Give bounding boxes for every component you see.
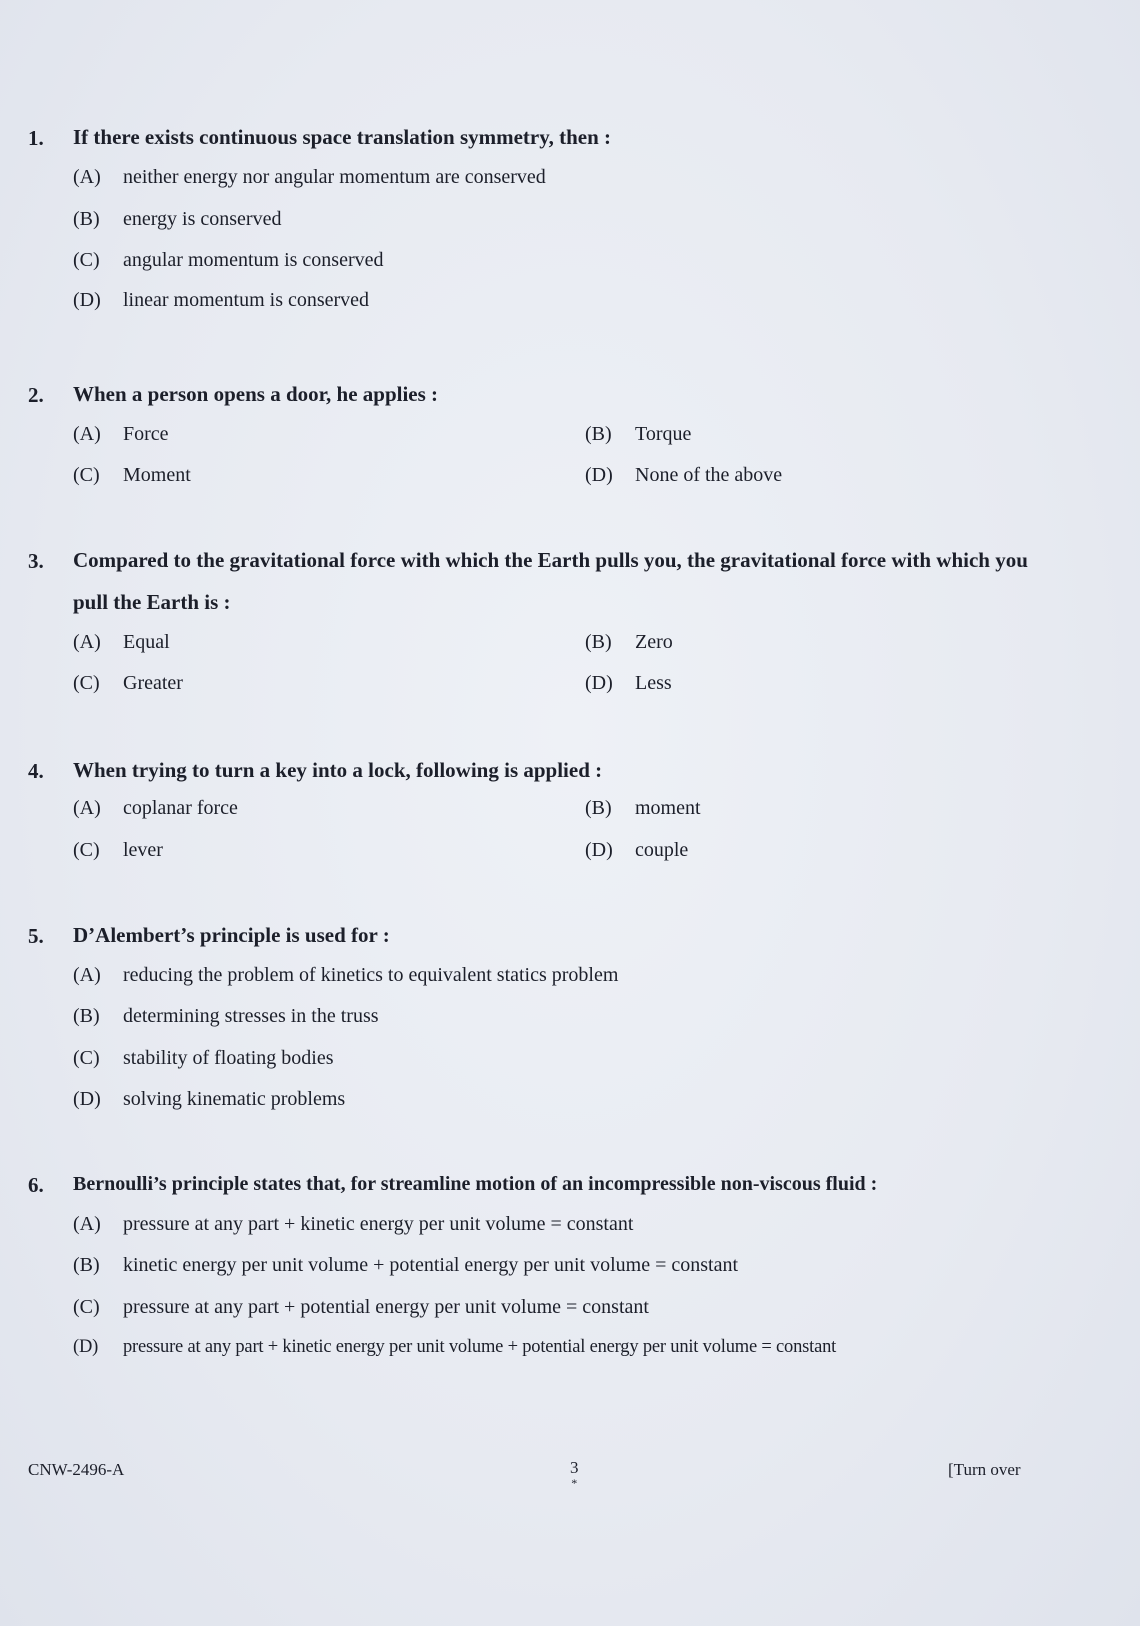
option-d (73, 1337, 836, 1358)
option-c (73, 249, 384, 272)
option-text: Torque (635, 423, 692, 445)
option-text: neither energy nor angular momentum are conserved (123, 166, 546, 188)
question-number: 1. (28, 126, 44, 150)
option-text: pressure at any part + kinetic energy per unit volume + potential energy per unit volume = constant (123, 1337, 837, 1357)
question-number: 4. (28, 759, 44, 783)
option-c (73, 464, 191, 487)
option-text: Force (123, 423, 169, 445)
option-label: (A) (73, 1213, 101, 1235)
question-number: 2. (28, 383, 44, 407)
option-b (73, 1005, 379, 1028)
option-b (73, 1254, 738, 1277)
option-c (73, 839, 163, 862)
option-label: (B) (73, 208, 100, 230)
option-label: (C) (73, 464, 100, 486)
option-d (73, 289, 369, 312)
option-a (73, 1213, 633, 1236)
option-text: Less (635, 672, 672, 694)
option-label: (D) (73, 1088, 101, 1110)
option-d (585, 839, 688, 862)
option-label: (B) (585, 423, 612, 445)
option-text: None of the above (635, 464, 783, 486)
option-label: (C) (73, 839, 100, 861)
question-text: When a person opens a door, he applies : (73, 382, 439, 406)
option-a (73, 797, 238, 820)
question-number: 5. (28, 924, 44, 948)
question-text: If there exists continuous space translation symmetry, then : (73, 125, 612, 149)
option-a (73, 166, 546, 189)
option-a (73, 631, 170, 654)
option-label: (D) (585, 672, 613, 694)
option-text: energy is conserved (123, 208, 282, 230)
option-a (73, 423, 169, 446)
option-text: angular momentum is conserved (123, 249, 384, 271)
option-text: kinetic energy per unit volume + potential energy per unit volume = constant (123, 1254, 738, 1276)
option-c (73, 672, 183, 695)
option-label: (C) (73, 672, 100, 694)
option-label: (B) (585, 797, 612, 819)
option-text: reducing the problem of kinetics to equivalent statics problem (123, 964, 619, 986)
question-number: 6. (28, 1173, 44, 1197)
paper-code: CNW-2496-A (28, 1460, 125, 1479)
option-text: pressure at any part + potential energy per unit volume = constant (123, 1296, 649, 1318)
option-label: (B) (73, 1005, 100, 1027)
option-text: moment (635, 797, 701, 819)
option-label: (C) (73, 1047, 100, 1069)
option-label: (A) (73, 797, 101, 819)
option-label: (C) (73, 249, 100, 271)
option-c (73, 1296, 649, 1319)
question-text: D’Alembert’s principle is used for : (73, 923, 390, 947)
option-text: Equal (123, 631, 170, 653)
option-label: (D) (585, 839, 613, 861)
option-label: (C) (73, 1296, 100, 1318)
option-text: pressure at any part + kinetic energy per unit volume = constant (123, 1213, 634, 1235)
question-text: Bernoulli’s principle states that, for streamline motion of an incompressible non-viscous fluid : (73, 1173, 878, 1195)
option-b (73, 208, 281, 231)
option-text: coplanar force (123, 797, 238, 819)
option-text: linear momentum is conserved (123, 289, 370, 311)
option-d (585, 672, 672, 695)
option-d (73, 1088, 345, 1111)
option-text: Moment (123, 464, 191, 486)
question-number: 3. (28, 549, 44, 573)
option-label: (B) (585, 631, 612, 653)
option-text: stability of floating bodies (123, 1047, 334, 1069)
option-b (585, 631, 673, 654)
option-text: Greater (123, 672, 183, 694)
option-d (585, 464, 782, 487)
option-label: (A) (73, 166, 101, 188)
option-label: (D) (73, 1337, 99, 1357)
option-label: (A) (73, 423, 101, 445)
option-text: Zero (635, 631, 673, 653)
page-number: 3 (570, 1458, 579, 1477)
option-c (73, 1047, 334, 1070)
option-label: (A) (73, 631, 101, 653)
option-text: couple (635, 839, 689, 861)
option-a (73, 964, 618, 987)
page-mark: * (571, 1476, 578, 1490)
question-text: Compared to the gravitational force with which the Earth pulls you, the gravitational force with which you pull the Earth is : (73, 548, 1028, 614)
question-text: When trying to turn a key into a lock, following is applied : (73, 758, 603, 782)
option-b (585, 797, 701, 820)
option-label: (B) (73, 1254, 100, 1276)
option-text: lever (123, 839, 163, 861)
option-label: (A) (73, 964, 101, 986)
page-number-block (570, 1458, 579, 1488)
option-label: (D) (73, 289, 101, 311)
option-b (585, 423, 691, 446)
option-text: determining stresses in the truss (123, 1005, 379, 1027)
option-text: solving kinematic problems (123, 1088, 346, 1110)
turn-over-note: [Turn over (948, 1460, 1021, 1479)
option-label: (D) (585, 464, 613, 486)
